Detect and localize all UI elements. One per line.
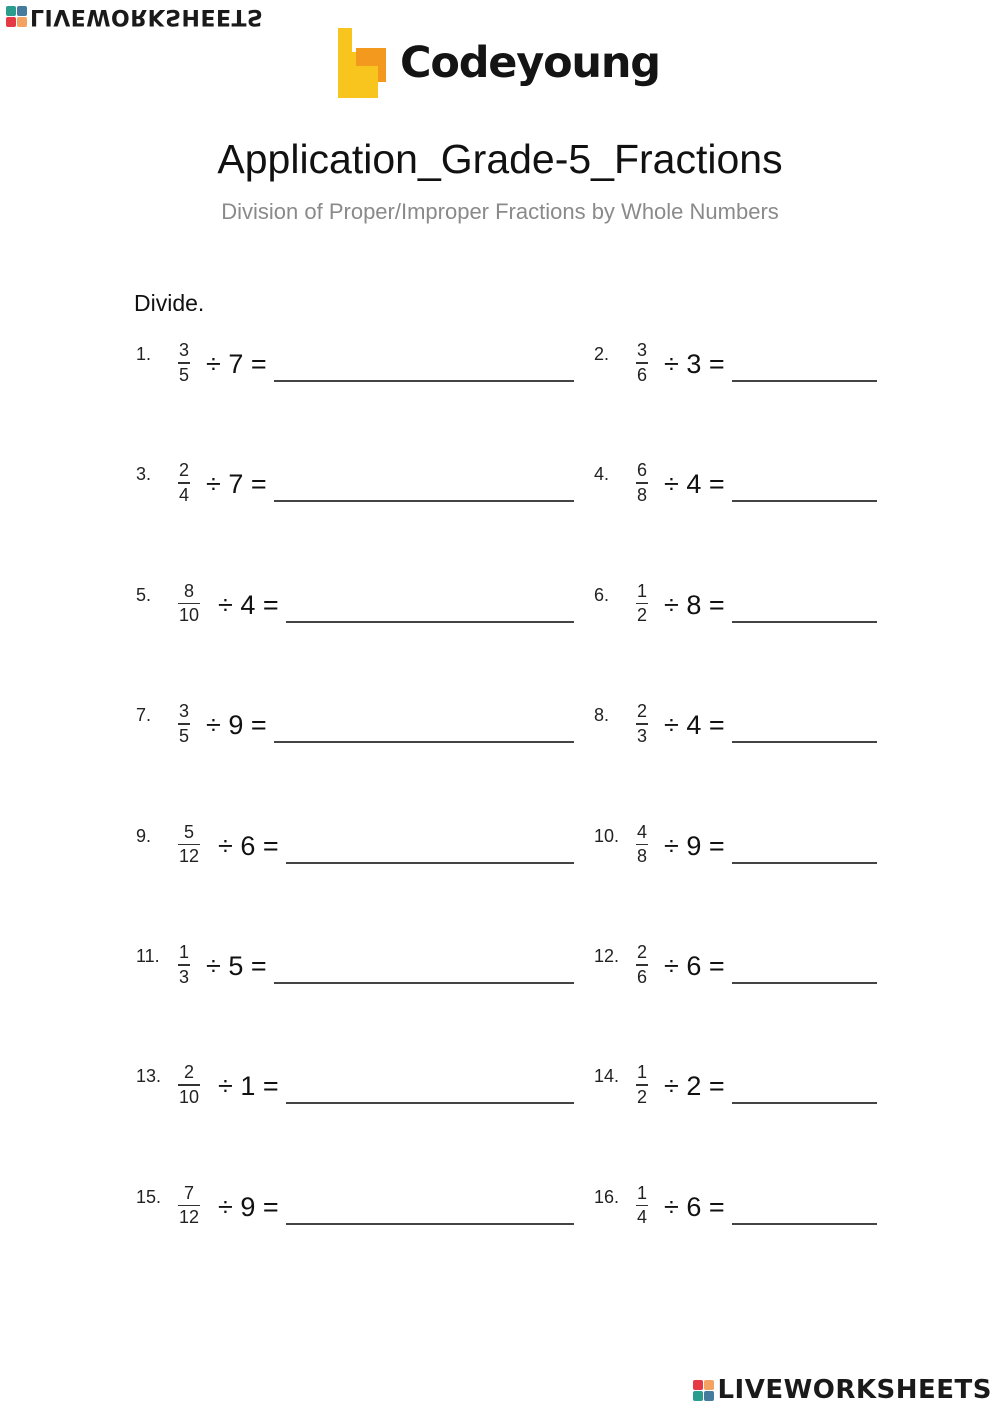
answer-field[interactable]: [732, 621, 877, 623]
fraction: [636, 942, 648, 987]
fraction-denominator: 10: [179, 605, 200, 626]
watermark-text: LIVEWORKSHEETS: [30, 4, 264, 30]
fraction-denominator: 12: [179, 846, 200, 867]
divisor: 4: [240, 589, 256, 620]
divisor: 6: [240, 830, 256, 861]
fraction-bar: [178, 1084, 200, 1086]
answer-field[interactable]: [732, 500, 877, 502]
page-title: Application_Grade-5_Fractions: [217, 136, 783, 182]
divide-sign: ÷: [664, 830, 679, 861]
equals-sign: =: [708, 951, 725, 981]
fraction-denominator: 5: [179, 725, 190, 746]
division-expression: [664, 951, 725, 982]
badge-cell: [6, 7, 16, 17]
divisor: 1: [240, 1071, 256, 1102]
division-expression: [218, 831, 279, 862]
problem-number: 12.: [594, 946, 620, 966]
watermark-text: LIVEWORKSHEETS: [717, 1375, 992, 1405]
equals-sign: =: [250, 469, 267, 500]
problem-number: 9.: [136, 825, 152, 846]
problem-number: 14.: [594, 1066, 620, 1087]
divide-sign: ÷: [218, 1191, 233, 1222]
equals-sign: =: [262, 1071, 279, 1102]
division-expression: [664, 469, 725, 500]
fraction-denominator: 4: [179, 484, 190, 505]
answer-field[interactable]: [732, 741, 877, 743]
badge-cell: [704, 1380, 714, 1390]
fraction: [636, 822, 648, 867]
fraction: [636, 701, 648, 746]
divide-sign: ÷: [206, 349, 221, 379]
answer-field[interactable]: [286, 1223, 574, 1225]
fraction-denominator: 6: [637, 364, 648, 385]
fraction: [636, 340, 648, 385]
divisor: 6: [686, 1191, 702, 1222]
division-expression: [206, 710, 267, 741]
fraction: [636, 460, 648, 505]
answer-field[interactable]: [286, 1102, 574, 1104]
divide-sign: ÷: [664, 349, 679, 379]
fraction: [636, 1183, 648, 1228]
fraction: [178, 942, 190, 987]
problem-number: 11.: [136, 946, 160, 966]
fraction-bar: [636, 723, 648, 725]
equals-sign: =: [262, 830, 279, 861]
divisor: 6: [686, 951, 702, 981]
fraction-denominator: 4: [637, 1207, 648, 1228]
equals-sign: =: [708, 469, 725, 500]
fraction-numerator: 7: [184, 1182, 195, 1203]
fraction-denominator: 8: [637, 484, 648, 505]
badge-cell: [693, 1380, 703, 1390]
watermark-top: [6, 4, 263, 30]
problem-10: [594, 816, 881, 876]
equals-sign: =: [250, 951, 267, 981]
fraction-bar: [636, 844, 648, 846]
equals-sign: =: [250, 710, 267, 741]
division-expression: [664, 590, 725, 621]
answer-field[interactable]: [274, 741, 574, 743]
fraction-denominator: 10: [179, 1086, 200, 1107]
fraction-numerator: 6: [637, 460, 648, 481]
fraction: [636, 1062, 648, 1107]
divisor: 9: [240, 1191, 256, 1222]
fraction-bar: [636, 603, 648, 605]
liveworksheets-badge-icon: [693, 1380, 714, 1401]
answer-field[interactable]: [732, 380, 877, 382]
problem-13: [136, 1056, 578, 1116]
division-expression: [664, 1071, 725, 1102]
problem-number: 16.: [594, 1186, 620, 1207]
equals-sign: =: [708, 349, 725, 379]
divide-sign: ÷: [664, 951, 679, 981]
divisor: 4: [686, 710, 702, 741]
fraction: [636, 581, 648, 626]
divide-sign: ÷: [206, 469, 221, 500]
divide-sign: ÷: [664, 1071, 679, 1102]
fraction-numerator: 3: [179, 340, 190, 360]
problem-number: 8.: [594, 705, 610, 726]
fraction-numerator: 8: [184, 580, 195, 601]
fraction-bar: [636, 362, 648, 364]
problem-12: [594, 936, 881, 996]
problem-5: [136, 575, 578, 635]
fraction-numerator: 1: [637, 580, 648, 601]
problem-number: 10.: [594, 825, 620, 846]
fraction: [178, 701, 190, 746]
equals-sign: =: [708, 710, 725, 741]
fraction-denominator: 6: [637, 966, 648, 987]
answer-field[interactable]: [286, 862, 574, 864]
problem-number: 4.: [594, 464, 610, 485]
divide-sign: ÷: [664, 469, 679, 500]
division-expression: [664, 1192, 725, 1223]
divisor: 7: [228, 469, 244, 500]
fraction-bar: [178, 362, 190, 364]
problem-1: [136, 334, 578, 394]
equals-sign: =: [250, 349, 267, 379]
watermark-bottom: [693, 1375, 992, 1405]
fraction-numerator: 2: [637, 701, 648, 722]
fraction-numerator: 2: [184, 1062, 195, 1083]
problem-16: [594, 1177, 881, 1237]
badge-cell: [17, 7, 27, 17]
divide-sign: ÷: [664, 1191, 679, 1222]
equals-sign: =: [262, 1191, 279, 1222]
codeyoung-logo-icon: [334, 26, 390, 102]
divisor: 4: [686, 469, 702, 500]
logo-text: Codeyoung: [400, 38, 660, 88]
division-expression: [664, 831, 725, 862]
answer-field[interactable]: [274, 500, 574, 502]
fraction-numerator: 1: [637, 1182, 648, 1203]
fraction-numerator: 2: [179, 460, 190, 481]
problem-8: [594, 695, 881, 755]
fraction-denominator: 2: [637, 605, 648, 626]
divisor: 3: [686, 349, 702, 379]
problem-number: 3.: [136, 464, 152, 485]
badge-cell: [6, 18, 16, 28]
answer-field[interactable]: [286, 621, 574, 623]
divisor: 5: [228, 951, 244, 981]
problem-11: [136, 936, 578, 996]
problem-number: 2.: [594, 344, 610, 364]
fraction: [178, 822, 200, 867]
fraction-bar: [178, 1205, 200, 1207]
fraction-numerator: 1: [179, 942, 190, 962]
page-subtitle: Division of Proper/Improper Fractions by Whole Numbers: [221, 199, 779, 224]
divisor: 2: [686, 1071, 702, 1102]
divisor: 9: [228, 710, 244, 741]
division-expression: [218, 1192, 279, 1223]
problem-number: 7.: [136, 705, 152, 726]
division-expression: [664, 710, 725, 741]
answer-field[interactable]: [732, 982, 877, 984]
answer-field[interactable]: [274, 982, 574, 984]
division-expression: [664, 349, 725, 380]
fraction: [178, 1183, 200, 1228]
fraction-denominator: 3: [179, 966, 190, 987]
equals-sign: =: [708, 1191, 725, 1222]
problem-6: [594, 575, 881, 635]
problem-number: 5.: [136, 584, 152, 605]
division-expression: [206, 951, 267, 982]
equals-sign: =: [708, 589, 725, 620]
problem-number: 1.: [136, 344, 152, 364]
fraction-numerator: 5: [184, 821, 195, 842]
fraction: [178, 340, 190, 385]
fraction-denominator: 12: [179, 1207, 200, 1228]
badge-cell: [704, 1391, 714, 1401]
divide-sign: ÷: [206, 710, 221, 741]
divide-sign: ÷: [206, 951, 221, 981]
problem-3: [136, 454, 578, 514]
fraction-numerator: 3: [179, 701, 190, 722]
fraction-bar: [636, 964, 648, 966]
badge-cell: [693, 1391, 703, 1401]
problem-15: [136, 1177, 578, 1237]
fraction-bar: [636, 1205, 648, 1207]
divisor: 8: [686, 589, 702, 620]
problem-number: 15.: [136, 1186, 162, 1207]
answer-field[interactable]: [732, 1223, 877, 1225]
problem-9: [136, 816, 578, 876]
division-expression: [218, 1071, 279, 1102]
division-expression: [218, 590, 279, 621]
codeyoung-logo: [330, 24, 675, 106]
equals-sign: =: [708, 830, 725, 861]
badge-cell: [17, 18, 27, 28]
fraction-numerator: 1: [637, 1062, 648, 1083]
division-expression: [206, 469, 267, 500]
fraction-numerator: 4: [637, 821, 648, 842]
problem-7: [136, 695, 578, 755]
divide-sign: ÷: [218, 830, 233, 861]
problem-4: [594, 454, 881, 514]
divisor: 9: [686, 830, 702, 861]
problem-2: [594, 334, 881, 394]
fraction-denominator: 5: [179, 364, 190, 385]
liveworksheets-badge-icon: [6, 7, 27, 28]
fraction-denominator: 8: [637, 846, 648, 867]
fraction-bar: [636, 482, 648, 484]
divide-sign: ÷: [218, 589, 233, 620]
division-expression: [206, 349, 267, 380]
answer-field[interactable]: [732, 862, 877, 864]
fraction-bar: [636, 1084, 648, 1086]
answer-field[interactable]: [732, 1102, 877, 1104]
fraction-bar: [178, 844, 200, 846]
answer-field[interactable]: [274, 380, 574, 382]
equals-sign: =: [262, 589, 279, 620]
instruction-text: Divide.: [134, 290, 205, 316]
problem-14: [594, 1056, 881, 1116]
fraction-numerator: 3: [637, 340, 648, 360]
fraction-denominator: 2: [637, 1086, 648, 1107]
fraction-bar: [178, 482, 190, 484]
fraction-bar: [178, 723, 190, 725]
divide-sign: ÷: [664, 710, 679, 741]
divisor: 7: [228, 349, 244, 379]
fraction: [178, 581, 200, 626]
fraction-bar: [178, 603, 200, 605]
logo-yellow-front: [338, 66, 378, 98]
fraction: [178, 1062, 200, 1107]
fraction-bar: [178, 964, 190, 966]
divide-sign: ÷: [218, 1071, 233, 1102]
equals-sign: =: [708, 1071, 725, 1102]
problem-number: 13.: [136, 1066, 162, 1087]
fraction: [178, 460, 190, 505]
fraction-denominator: 3: [637, 725, 648, 746]
fraction-numerator: 2: [637, 942, 648, 962]
divide-sign: ÷: [664, 589, 679, 620]
problem-number: 6.: [594, 584, 610, 605]
